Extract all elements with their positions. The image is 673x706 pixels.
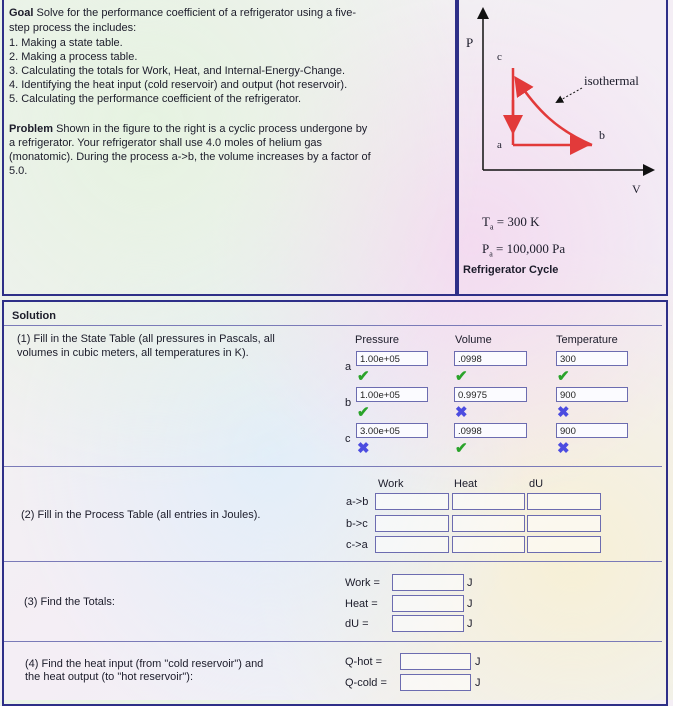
volume-a-check-icon: ✔	[455, 368, 468, 385]
solution-title: Solution	[12, 310, 56, 322]
q-cold-unit: J	[475, 677, 481, 689]
problem-label: Problem	[9, 123, 54, 135]
point-c-label: c	[497, 51, 502, 63]
total-du-field[interactable]	[392, 615, 464, 632]
point-a-label: a	[497, 139, 502, 151]
temperature-c-field[interactable]: 900	[556, 423, 628, 438]
totals-divider	[4, 641, 662, 642]
state-instruction-2: volumes in cubic meters, all temperatures in K).	[17, 347, 249, 359]
volume-b-cross-icon: ✖	[455, 404, 468, 421]
total-du-label: dU =	[345, 618, 369, 630]
ta-value: = 300 K	[496, 214, 540, 229]
goal-step-1: 1. Making a state table.	[9, 37, 123, 49]
work-ca-field[interactable]	[375, 536, 449, 553]
du-ab-field[interactable]	[527, 493, 601, 510]
pressure-a-check-icon: ✔	[357, 368, 370, 385]
solution-divider	[4, 325, 662, 326]
state-divider	[4, 466, 662, 467]
process-instruction: (2) Fill in the Process Table (all entries in Joules).	[21, 509, 261, 521]
v-axis-label: V	[632, 182, 641, 196]
total-heat-unit: J	[467, 598, 473, 610]
row-a-label: a	[345, 361, 352, 373]
header-pressure: Pressure	[355, 334, 400, 346]
heat-bc-field[interactable]	[452, 515, 525, 532]
total-heat-field[interactable]	[392, 595, 464, 612]
goal-line-2: step process the includes:	[9, 22, 137, 34]
problem-line-1	[9, 123, 367, 136]
header-volume: Volume	[455, 334, 492, 346]
q-cold-field[interactable]	[400, 674, 471, 691]
ta-label: $T_a = 300$ K	[482, 214, 540, 232]
header-work: Work	[378, 478, 404, 490]
problem-text-1: Shown in the figure to the right is a cyclic process undergone by	[56, 123, 368, 135]
total-work-unit: J	[467, 577, 473, 589]
pa-value: = 100,000 Pa	[496, 241, 566, 256]
process-divider	[4, 561, 662, 562]
q-cold-label: Q-cold =	[345, 677, 387, 689]
row-c-label: c	[345, 433, 351, 445]
pv-diagram	[457, 0, 662, 210]
header-temperature: Temperature	[556, 334, 618, 346]
goal-step-5: 5. Calculating the performance coefficient of the refrigerator.	[9, 93, 302, 105]
pressure-b-field[interactable]: 1.00e+05	[356, 387, 428, 402]
goal-step-3: 3. Calculating the totals for Work, Heat, and Internal-Energy-Change.	[9, 65, 346, 77]
heat-instruction-2: the heat output (to "hot reservoir"):	[25, 671, 194, 683]
du-ca-field[interactable]	[527, 536, 601, 553]
total-work-label: Work =	[345, 577, 380, 589]
total-du-unit: J	[467, 618, 473, 630]
problem-line-2: a refrigerator. Your refrigerator shall use 4.0 moles of helium gas	[9, 137, 323, 149]
goal-line-1	[9, 7, 356, 20]
volume-c-check-icon: ✔	[455, 440, 468, 457]
isothermal-pointer	[557, 88, 582, 102]
volume-c-field[interactable]: .0998	[454, 423, 527, 438]
total-work-field[interactable]	[392, 574, 464, 591]
pa-label: $P_a = 100,000$ Pa	[482, 241, 566, 259]
isothermal-label: isothermal	[584, 73, 639, 88]
problem-line-3: (monatomic). During the process a->b, the volume increases by a factor of	[9, 151, 371, 163]
volume-b-field[interactable]: 0.9975	[454, 387, 527, 402]
state-instruction-1: (1) Fill in the State Table (all pressures in Pascals, all	[17, 333, 275, 345]
q-hot-field[interactable]	[400, 653, 471, 670]
work-bc-field[interactable]	[375, 515, 449, 532]
process-ca-label: c->a	[346, 539, 368, 551]
temperature-c-cross-icon: ✖	[557, 440, 570, 457]
goal-step-4: 4. Identifying the heat input (cold reservoir) and output (hot reservoir).	[9, 79, 348, 91]
pressure-a-field[interactable]: 1.00e+05	[356, 351, 428, 366]
point-b-label: b	[599, 128, 605, 142]
pressure-b-check-icon: ✔	[357, 404, 370, 421]
q-hot-label: Q-hot =	[345, 656, 382, 668]
problem-line-4: 5.0.	[9, 165, 28, 177]
process-ab-label: a->b	[346, 496, 369, 508]
volume-a-field[interactable]: .0998	[454, 351, 527, 366]
work-ab-field[interactable]	[375, 493, 449, 510]
heat-ab-field[interactable]	[452, 493, 525, 510]
temperature-a-check-icon: ✔	[557, 368, 570, 385]
goal-text-1: Solve for the performance coefficient of a refrigerator using a five-	[36, 7, 357, 19]
process-bc	[517, 80, 592, 145]
q-hot-unit: J	[475, 656, 481, 668]
row-b-label: b	[345, 397, 352, 409]
heat-instruction-1: (4) Find the heat input (from "cold reservoir") and	[25, 658, 264, 670]
diagram-caption: Refrigerator Cycle	[463, 264, 559, 276]
total-heat-label: Heat =	[345, 598, 378, 610]
du-bc-field[interactable]	[527, 515, 601, 532]
p-axis-label: P	[466, 35, 474, 50]
heat-ca-field[interactable]	[452, 536, 525, 553]
totals-instruction: (3) Find the Totals:	[24, 596, 115, 608]
goal-label: Goal	[9, 7, 34, 19]
temperature-b-cross-icon: ✖	[557, 404, 570, 421]
header-heat: Heat	[454, 478, 478, 490]
temperature-a-field[interactable]: 300	[556, 351, 628, 366]
header-du: dU	[529, 478, 544, 490]
goal-step-2: 2. Making a process table.	[9, 51, 138, 63]
pressure-c-cross-icon: ✖	[357, 440, 370, 457]
process-bc-label: b->c	[346, 518, 368, 530]
temperature-b-field[interactable]: 900	[556, 387, 628, 402]
pressure-c-field[interactable]: 3.00e+05	[356, 423, 428, 438]
